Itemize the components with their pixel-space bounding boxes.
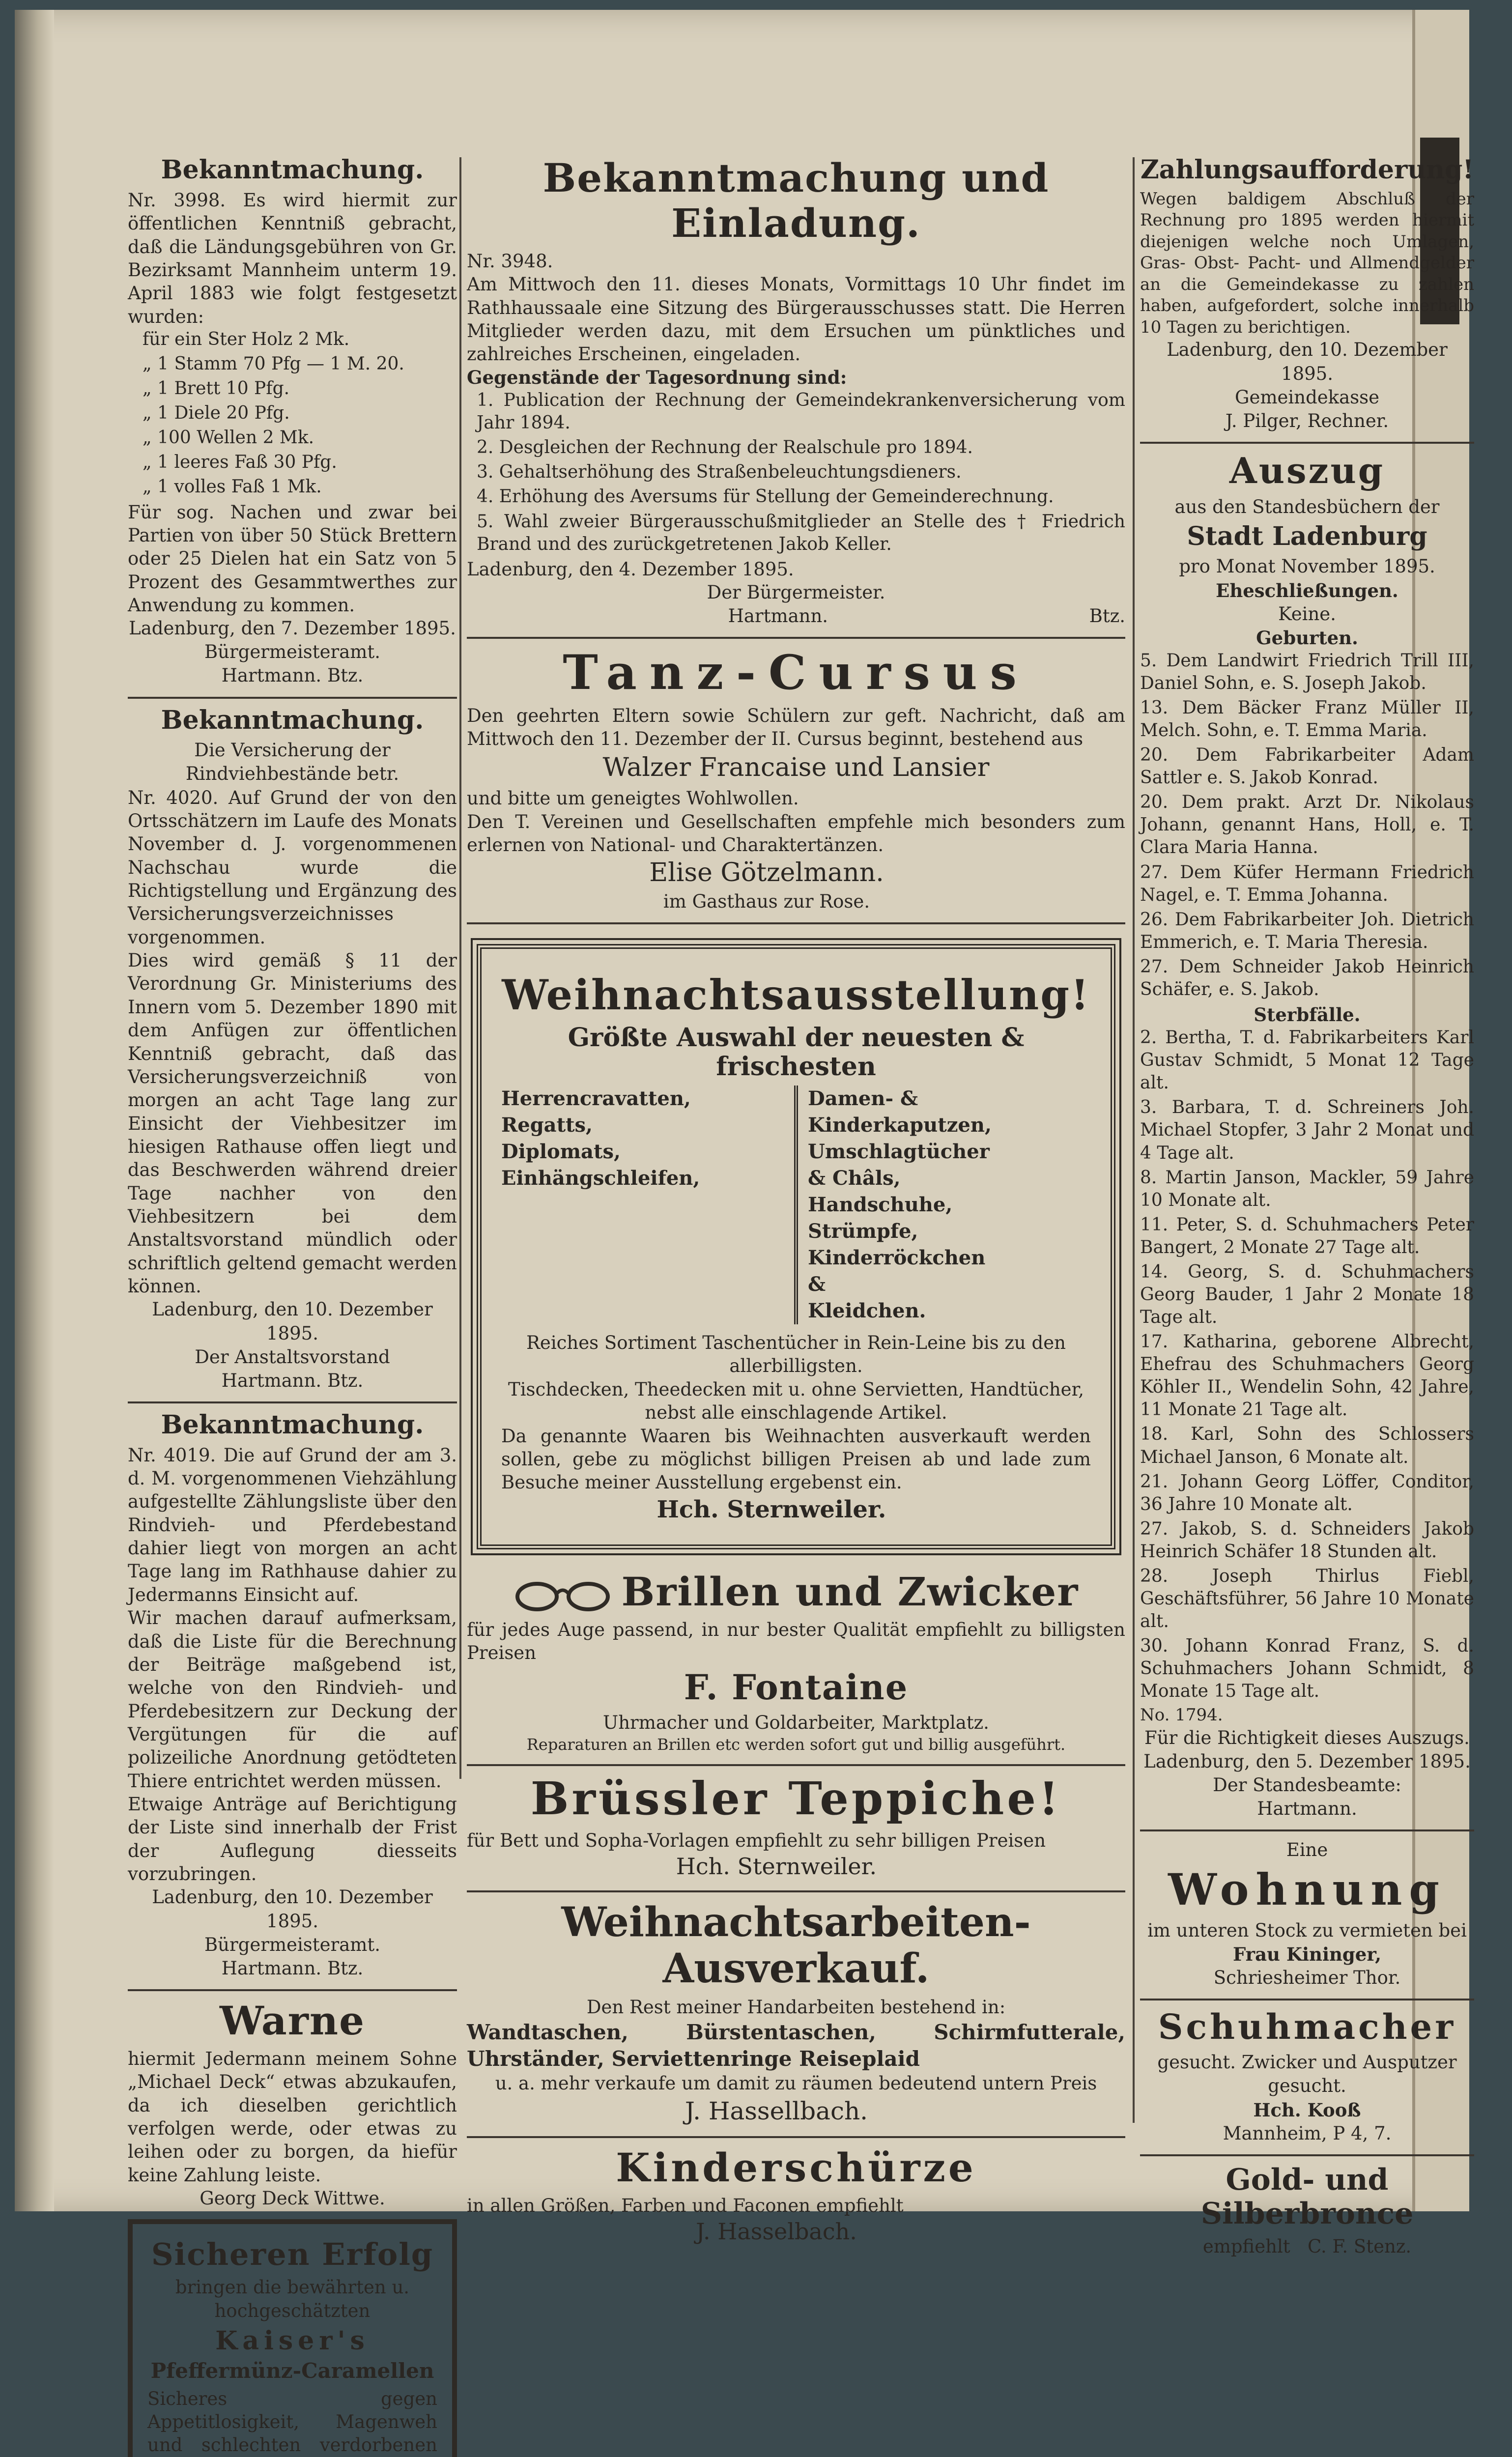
registry-period: pro Monat November 1895. [1179,556,1435,577]
list-item: 3. Gehaltserhöhung des Straßenbeleuchtungsdieners. [477,462,962,483]
registry-city: Stadt Ladenburg [1187,521,1427,551]
notice-number: Nr. 3948. [467,251,553,272]
notice-date: Ladenburg, den 10. Dezember 1895. [152,1299,433,1344]
ad-text: hiermit Jedermann meinem Sohne „Michael Deck“ etwas abzukaufen, da ich dieselben gerichtlich verfolgen werde, oder etwas zu leihen oder zu borgen, da hiefür keine Zahlung leiste. [128,2048,457,2186]
list-item: Herrencravatten, [501,1087,691,1111]
ad-text: Den T. Vereinen und Gesellschaften empfehle mich besonders zum erlernen von National- und Charaktertänzen. [467,811,1125,856]
signature-initials: Btz. [1089,605,1125,627]
ad-childrens-aprons [467,2145,1125,2247]
ad-signature: Georg Deck Wittwe. [200,2188,385,2209]
notice-date: Ladenburg, den 7. Dezember 1895. [129,618,456,639]
column-rule-1 [459,157,461,1779]
ad-text: in allen Größen, Farben und Faconen empfiehlt [467,2195,904,2216]
ad-kaisers-caramels [128,2219,457,2457]
ad-title: Kinderschürze [616,2144,976,2191]
notice-signature: J. Pilger, Rechner. [1225,410,1389,431]
notice-council-meeting [467,155,1125,628]
registry-certification: Für die Richtigkeit dieses Auszugs. [1144,1727,1470,1748]
divider [1140,442,1474,444]
deaths-list [1140,1027,1474,1703]
ad-text: Reiches Sortiment Taschentücher in Rein-Leine bis zu den allerbilligsten. [526,1332,1066,1377]
list-item: 14. Georg, S. d. Schuhmachers Georg Bauder, 1 Jahr 2 Monate 18 Tage alt. [1140,1261,1474,1328]
newspaper-page [15,10,1474,2456]
divider [128,1401,457,1403]
ad-shoemaker [1140,2007,1474,2145]
ad-text: für jedes Auge passend, in nur bester Qualität empfiehlt zu billigsten Preisen [467,1619,1125,1664]
registry-date: Ladenburg, den 5. Dezember 1895. [1143,1750,1471,1772]
ad-title: Schuhmacher [1158,2006,1456,2047]
divider [1140,2154,1474,2156]
list-item: Handschuhe, Strümpfe, [808,1193,953,1243]
divider [1140,1999,1474,2000]
ad-title: Tanz-Cursus [563,645,1029,701]
ad-brand: Kaiser's [215,2325,370,2356]
list-item: 26. Dem Fabrikarbeiter Joh. Dietrich Emmerich, e. T. Maria Theresia. [1140,909,1474,952]
ad-title: Brillen und Zwicker [621,1569,1079,1615]
registry-title: Auszug [1229,449,1385,491]
list-item: für ein Ster Holz 2 Mk. [143,329,350,349]
notice-title: Zahlungsaufforderung! [1140,155,1474,185]
notice-payment-request [1140,155,1474,433]
notice-office: Bürgermeisteramt. [204,641,380,663]
ad-items: Wandtaschen, Bürstentaschen, Schirmfutterale, Uhrständer, Serviettenringe Reiseplaid [467,2020,1125,2071]
list-item: Damen- & Kinderkaputzen, [808,1087,992,1137]
notice-title: Bekanntmachung. [161,155,424,185]
list-item: 13. Dem Bäcker Franz Müller II, Melch. Sohn, e. T. Emma Maria. [1140,698,1474,741]
list-item: „ 1 Stamm 70 Pfg — 1 M. 20. [143,354,404,374]
column-left [128,152,457,2457]
ad-pretitle: Eine [1286,1839,1328,1861]
ad-address: Mannheim, P 4, 7. [1223,2122,1392,2144]
notice-text: Nr. 4019. Die auf Grund der am 3. d. M. vorgenommenen Viehzählung aufgestellte Zählungsliste über den Rindvieh- und Pferdebestand dahier liegt von morgen an acht Tage lang im Rathhause dahier zu Jedermanns Einsicht auf. [128,1444,457,1605]
product-list-left [501,1086,784,1324]
list-item: 5. Dem Landwirt Friedrich Trill III, Daniel Sohn, e. S. Joseph Jakob. [1140,650,1474,693]
list-item: 2. Desgleichen der Rechnung der Realschule pro 1894. [477,437,973,458]
ad-title: Sicheren Erfolg [151,2236,434,2273]
ad-trade: Uhrmacher und Goldarbeiter, Marktplatz. [603,1712,989,1734]
ad-title: Warne [220,1997,365,2044]
list-item: 11. Peter, S. d. Schuhmachers Peter Bangert, 2 Monate 27 Tage alt. [1140,1214,1474,1257]
notice-subject: Die Versicherung der Rindviehbestände betr. [185,740,399,785]
notice-signature: Hartmann. Btz. [221,665,364,686]
product-columns [501,1086,1091,1324]
product-list-right [794,1086,1091,1324]
spectacles-icon [514,1578,612,1612]
marriages-none: Keine. [1278,603,1336,625]
book-spine [15,10,54,2211]
divider [128,697,457,699]
ad-recommends: empfiehlt [1202,2235,1290,2257]
notice-date: Ladenburg, den 10. Dezember 1895. [1167,339,1448,384]
list-item: 18. Karl, Sohn des Schlossers Michael Janson, 6 Monate alt. [1140,1424,1474,1467]
list-item: 1. Publication der Rechnung der Gemeindekrankenversicherung vom Jahr 1894. [477,390,1125,433]
civil-registry-extract [1140,451,1474,1821]
agenda-list [467,389,1125,556]
ad-text: Den Rest meiner Handarbeiten bestehend in: [586,1997,1006,2018]
registry-signature: Hartmann. [1257,1798,1357,1820]
ad-spectacles [467,1569,1125,1755]
list-item: 20. Dem prakt. Arzt Dr. Nikolaus Johann, genannt Hans, Holl, e. T. Clara Maria Hanna. [1140,792,1474,858]
notice-office: Der Anstaltsvorstand [195,1346,390,1368]
ad-brussels-carpets [467,1773,1125,1882]
notice-title: Bekanntmachung und Einladung. [542,155,1050,246]
ad-subtitle: Größte Auswahl der neuesten & frischesten [568,1022,1025,1082]
ad-signature: Elise Götzelmann. [649,858,884,888]
ad-text: Tischdecken, Theedecken mit u. ohne Servietten, Handtücher, nebst alle einschlagende Artikel. [508,1378,1084,1424]
column-middle [467,152,1125,2256]
ad-dances: Walzer Francaise und Lansier [602,753,990,783]
ad-signature: J. Hasselbach. [696,2218,857,2245]
column-right [1140,152,1474,2267]
notice-text: Dies wird gemäß § 11 der Verordnung Gr. Ministeriums des Innern vom 5. Dezember 1890 mit dem Anfügen zur öffentlichen Kenntniß gebracht, daß das Versicherungsverzeichniß von morgen an acht Tage lang zur Einsicht der Viehbesitzer im hiesigen Rathause offen liegt und das Beschwerden während dreier Tage nachher von den Viehbesitzern bei dem Anstaltsvorstand mündlich oder schriftlich geltend gemacht werden können. [128,950,457,1297]
list-item: 30. Johann Konrad Franz, S. d. Schuhmachers Johann Schmidt, 8 Monate 15 Tage alt. [1140,1636,1474,1702]
list-item: 28. Joseph Thirlus Fiebl, Geschäftsführer, 56 Jahre 10 Monate alt. [1140,1566,1474,1632]
ad-text: u. a. mehr verkaufe um damit zu räumen bedeutend untern Preis [495,2073,1097,2094]
section-births: Geburten. [1256,627,1358,649]
ad-name: F. Fontaine [684,1666,909,1708]
registry-number: No. 1794. [1140,1705,1223,1725]
notice-title: Bekanntmachung. [161,705,424,735]
ad-title: Weihnachtsarbeiten-Ausverkauf. [561,1898,1031,1993]
ad-bronze [1140,2163,1474,2258]
ad-title: Wohnung [1168,1864,1446,1915]
section-deaths: Sterbfälle. [1254,1004,1361,1026]
ad-title-row [467,1569,1125,1614]
ad-text: im unteren Stock zu vermieten bei [1147,1919,1467,1941]
ad-apartment [1140,1838,1474,1990]
ad-signature: Hch. Sternweiler. [676,1853,877,1880]
ad-text: Den geehrten Eltern sowie Schülern zur geft. Nachricht, daß am Mittwoch den 11. Dezember der II. Cursus beginnt, bestehend aus [467,705,1125,749]
list-item: Kinderröckchen & Kleidchen. [808,1246,986,1323]
notice-office: Bürgermeisteramt. [204,1934,380,1955]
ad-dance-course [467,646,1125,914]
list-item: „ 1 Brett 10 Pfg. [143,378,290,399]
notice-text: Nr. 4020. Auf Grund der von den Ortsschätzern im Laufe des Monats November d. J. vorgenommenen Nachschau wurde die Richtigstellung und Ergänzung des Versicherungsverzeichnisses vorgenommen. [128,787,457,948]
list-item: Einhängschleifen, [501,1167,700,1190]
notice-cattle-count [128,1410,457,1980]
list-item: Umschlagtücher & Châls, [808,1140,990,1190]
ad-note: Reparaturen an Brillen etc werden sofort gut und billig ausgeführt. [526,1735,1066,1754]
divider [467,1890,1125,1892]
registry-subtitle: aus den Standesbüchern der [1174,496,1440,517]
list-item: „ 1 leeres Faß 30 Pfg. [143,452,337,473]
ad-place: im Gasthaus zur Rose. [663,890,870,912]
ad-signature: Hch. Kooß [1253,2099,1361,2121]
registry-office: Der Standesbeamte: [1213,1774,1401,1796]
section-marriages: Eheschließungen. [1216,579,1398,601]
list-item: 2. Bertha, T. d. Fabrikarbeiters Karl Gustav Schmidt, 5 Monat 12 Tage alt. [1140,1028,1474,1093]
list-item: 27. Dem Küfer Hermann Friedrich Nagel, e. T. Emma Johanna. [1140,862,1474,905]
ad-subtitle: bringen die bewährten u. hochgeschätzten [175,2277,410,2322]
notice-cattle-insurance [128,706,457,1393]
column-rule-2 [1133,157,1135,2123]
notice-office: Der Bürgermeister. [707,582,885,603]
ad-title: Weihnachtsausstellung! [502,970,1090,1019]
list-item: 3. Barbara, T. d. Schreiners Joh. Michael Stopfer, 3 Jahr 2 Monat und 4 Tage alt. [1140,1097,1474,1163]
list-item: Diplomats, [501,1140,621,1164]
ad-title: Gold- und Silberbronce [1200,2162,1414,2231]
ad-text: gesucht. Zwicker und Ausputzer gesucht. [1157,2052,1457,2097]
notice-text: Etwaige Anträge auf Berichtigung der Liste sind innerhalb der Frist der Auflegung diesseits vorzubringen. [128,1794,457,1885]
ad-christmas-exhibition [477,944,1115,1549]
notice-text: Nr. 3998. Es wird hiermit zur öffentlichen Kenntniß gebracht, daß die Ländungsgebühren von Gr. Bezirksamt Mannheim unterm 19. April 1883 wie folgt festgesetzt wurden: [128,189,457,327]
divider [467,1764,1125,1766]
agenda-title: Gegenstände der Tagesordnung sind: [467,366,847,388]
divider [467,922,1125,924]
births-list [1140,650,1474,1001]
ad-title: Brüssler Teppiche! [530,1771,1062,1825]
list-item: „ 1 Diele 20 Pfg. [143,403,290,424]
signature-name: Hartmann. [728,605,828,627]
divider [467,2136,1125,2138]
divider [1140,1829,1474,1831]
notice-text: Wir machen darauf aufmerksam, daß die Liste für die Berechnung der Beiträge maßgebend ist, welche von den Rindvieh- und Pferdebesitzern zur Deckung der Vergütungen für die auf polizeiliche Anordnung getödteten Thiere entrichtet werden müssen. [128,1607,457,1792]
list-item: 5. Wahl zweier Bürgerausschußmitglieder an Stelle des † Friedrich Brand und des zurückgetretenen Jakob Keller. [477,511,1125,554]
fee-list [128,328,457,499]
list-item: 21. Johann Georg Löffer, Conditor, 36 Jahre 10 Monate alt. [1140,1471,1474,1514]
ad-signature: C. F. Stenz. [1307,2235,1412,2257]
ad-signature: J. Hassellbach. [685,2096,868,2125]
notice-signature: Hartmann. Btz. [221,1370,364,1391]
list-item: „ 1 volles Faß 1 Mk. [143,477,322,497]
ad-address: Schriesheimer Thor. [1213,1967,1401,1988]
ad-text [1140,2235,1474,2258]
ad-text: für Bett und Sopha-Vorlagen empfiehlt zu sehr billigen Preisen [467,1829,1046,1851]
list-item: 17. Katharina, geborene Albrecht, Ehefrau des Schuhmachers Georg Köhler II., Wendelin Sohn, 42 Jahre, 11 Monate 21 Tage alt. [1140,1332,1474,1420]
ad-text: und bitte um geneigtes Wohlwollen. [467,788,799,809]
notice-date: Ladenburg, den 4. Dezember 1895. [467,558,794,580]
ad-text: Da genannte Waaren bis Weihnachten ausverkauft werden sollen, gebe zu möglichst billigen Preisen ab und lade zum Besuche meiner Ausstellung ergebenst ein. [501,1425,1091,1493]
list-item: 20. Dem Fabrikarbeiter Adam Sattler e. S. Jakob Konrad. [1140,745,1474,788]
ad-signature: Hch. Sternweiler. [656,1495,886,1523]
ad-warning [128,1998,457,2210]
notice-landing-fees [128,155,457,688]
list-item: Regatts, [501,1114,593,1137]
divider [128,1989,457,1991]
list-item: „ 100 Wellen 2 Mk. [143,428,314,448]
notice-signature: Hartmann. Btz. [221,1957,364,1979]
list-item: 4. Erhöhung des Aversums für Stellung der Gemeinderechnung. [477,486,1054,507]
notice-office: Gemeindekasse [1234,386,1380,408]
notice-title: Bekanntmachung. [161,1409,424,1440]
divider [467,637,1125,639]
ad-signature: Frau Kininger, [1232,1943,1382,1965]
notice-text: Wegen baldigem Abschluß der Rechnung pro 1895 werden hiermit diejenigen welche noch Umlagen, Gras- Obst- Pacht- und Allmendgelder an die Gemeindekasse zu zahlen haben, aufgefordert, solche innerhalb 10 Tagen zu berichtigen. [1140,189,1474,337]
ad-product: Pfeffermünz-Caramellen [150,2359,434,2383]
ad-christmas-sale [467,1899,1125,2127]
notice-signature [467,604,1125,628]
list-item: 27. Dem Schneider Jakob Heinrich Schäfer, e. S. Jakob. [1140,956,1474,1000]
notice-date: Ladenburg, den 10. Dezember 1895. [152,1886,433,1932]
list-item: 27. Jakob, S. d. Schneiders Jakob Heinrich Schäfer 18 Stunden alt. [1140,1518,1474,1562]
ad-text: Sicheres gegen Appetitlosigkeit, Magenweh und schlechten verdorbenen [147,2388,437,2456]
notice-text: Für sog. Nachen und zwar bei Partien von über 50 Stück Brettern oder 25 Dielen hat ein Satz von 5 Prozent des Gesammtwerthes zur Anwendung zu kommen. [128,501,457,616]
list-item: 8. Martin Janson, Mackler, 59 Jahre 10 Monate alt. [1140,1167,1474,1210]
notice-text: Am Mittwoch den 11. dieses Monats, Vormittags 10 Uhr findet im Rathhaussaale eine Sitzung des Bürgerausschusses statt. Die Herren Mitglieder werden dazu, mit dem Ersuchen um pünktliches und zahlreiches Erscheinen, eingeladen. [467,274,1125,365]
